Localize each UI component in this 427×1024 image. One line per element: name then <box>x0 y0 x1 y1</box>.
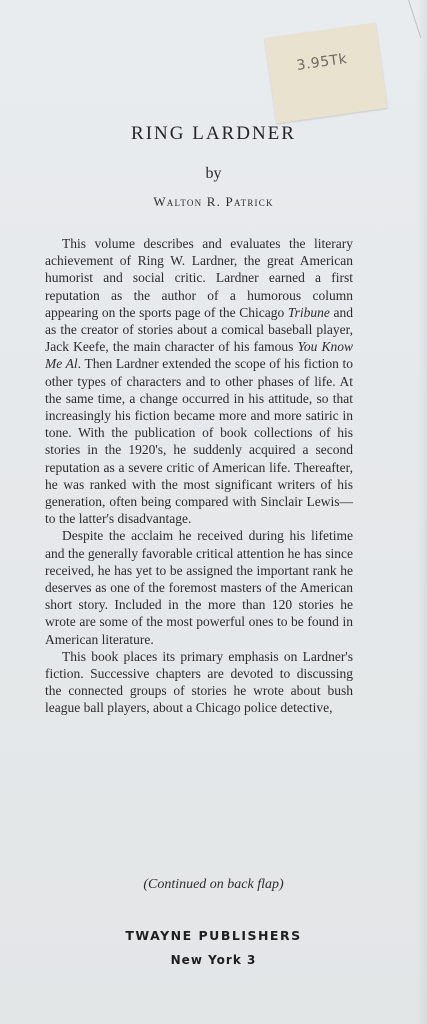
paragraph-1-part-c: . Then Lardner extended the scope of his fiction to other types of characters and to other phases of life. At the same time, a change occurred in his attitude, so that increasingly his fiction became more and more satiric in tone. With the publication of book collections of his stories in the 1920's, he suddenly acquired a second reputation as a severe critic of American life. Thereafter, he was ranked with the most significant writers of his generation, often being compared with Sinclair Lewis—to the latter's disadvantage. <box>45 356 353 527</box>
paragraph-3: This book places its primary emphasis on Lardner's fiction. Successive chapters are devoted to discussing the connected groups of stories he wrote about bush league ball players, about a Chicago police detective, <box>45 648 353 716</box>
continued-note: (Continued on back flap) <box>143 877 284 892</box>
book-title: RING LARDNER <box>131 123 296 144</box>
paragraph-1 <box>45 235 353 527</box>
paragraph-1-part-a: This volume describes and evaluates the literary achievement of Ring W. Lardner, the great American humorist and social critic. Lardner earned a first reputation as the author of a humorous column appearing on the sports page of the Chicago <box>45 236 353 320</box>
price-label: 3.95Tk <box>295 51 349 74</box>
publisher-city: New York 3 <box>170 953 257 967</box>
page-edge-shadow <box>417 0 427 1024</box>
book-title-you-know-me-al: You Know Me Al <box>45 339 354 372</box>
paragraph-2: Despite the acclaim he received during his lifetime and the generally favorable critical attention he has since received, he has yet to be assigned the important rank he deserves as one of the foremost masters of the American short story. Included in the more than 120 stories he wrote are some of the most powerful ones to be found in American literature. <box>45 528 353 647</box>
price-sticker <box>265 23 388 124</box>
publisher-name: TWAYNE PUBLISHERS <box>125 928 302 943</box>
paragraph-1-part-b: and as the creator of stories about a comical baseball player, Jack Keefe, the main character of his famous <box>45 304 353 355</box>
flap-description <box>45 235 353 717</box>
by-line: by <box>205 165 222 182</box>
tribune-title: Tribune <box>287 304 330 320</box>
author-name: Walton R. Patrick <box>153 194 274 209</box>
